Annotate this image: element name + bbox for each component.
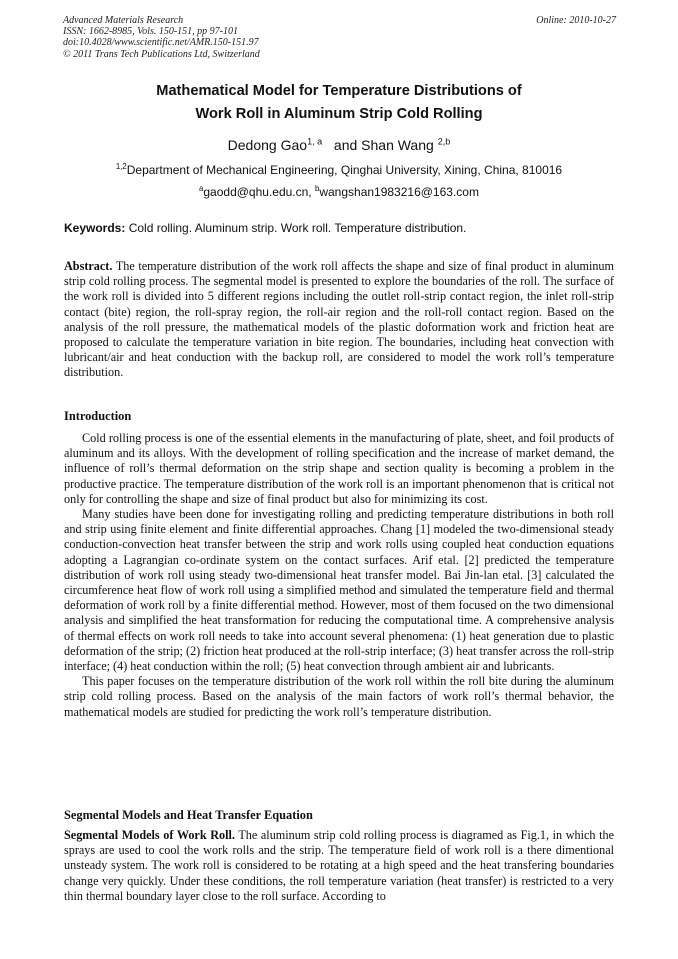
journal-name: Advanced Materials Research <box>63 15 184 26</box>
intro-paragraph-2: Many studies have been done for investigating rolling and predicting temperature distributions in both roll and strip using finite element and finite differential approaches. Chang [1] modeled the two-dimensional steady conduction-convection heat transfer between the strip and work rolls using coupled heat conduction equations adopting a Lagrangian co-ordinate system on the contact surfaces. Arif etal. [2] predicted the temperature distribution of work roll using steady two-dimensional heat transfer model. Bai Jin-lan etal. [3] calculated the circumference heat flow of work roll using a simplified method and simulated the temperature field and thermal deformation of work roll by a finite differential method. However, most of them focused on the two dimensional analysis and simplified the heat transformation for reducing the computational time. A comprehensive analysis of thermal effects on work roll needs to take into account several phenomena: (1) heat generation due to plastic deformation of the strip; (2) friction heat produced at the roll-strip interface; (3) heat transfer across the roll-strip interface; (4) heat conduction within the roll; (5) heat convection through ambient air and lubricants. <box>64 507 614 674</box>
abstract-text: The temperature distribution of the work roll affects the shape and size of final product in aluminum strip cold rolling process. The segmental model is presented to explore the boundaries of the roll. The surface of the work roll is divided into 5 different regions including the outlet roll-strip contact region, the inlet roll-strip contact (bite) region, the roll-spray region, the roll-air region and the roll-roll contact region. Based on the analysis of the roll pressure, the mathematical models of the plastic doformation work and friction heat are proposed to calculate the temperature variation in bite region. The boundaries, including heat convection with lubricant/air and heat conduction with the backup roll, are considered to model the work roll’s temperature distribution. <box>64 259 615 380</box>
paper-title <box>0 80 678 126</box>
segmental-body <box>64 828 614 904</box>
copyright-line: © 2011 Trans Tech Publications Ltd, Switzerland <box>63 48 260 60</box>
intro-paragraph-3: This paper focuses on the temperature distribution of the work roll within the roll bite during the aluminum strip cold rolling process. Based on the analysis of the main factors of work roll’s thermal behavior, the mathematical models are studied for predicting the work roll’s temperature distribution. <box>64 674 614 719</box>
affiliation <box>0 163 678 177</box>
author-1: Dedong Gao <box>227 137 308 153</box>
keywords <box>64 221 616 235</box>
email-b: wangshan1983216@163.com <box>319 185 479 199</box>
author-1-sup: 1, a <box>307 136 323 147</box>
title-line-1: Mathematical Model for Temperature Distributions of <box>156 83 522 99</box>
issn-line: ISSN: 1662-8985, Vols. 150-151, pp 97-101 <box>63 26 238 38</box>
email-a-sup: a <box>199 184 204 193</box>
doi-line: doi:10.4028/www.scientific.net/AMR.150-151.97 <box>63 37 259 49</box>
introduction-heading: Introduction <box>64 409 132 423</box>
intro-paragraph-1: Cold rolling process is one of the essential elements in the manufacturing of plate, sheet, and foil products of aluminum and its alloys. With the development of rolling specification and the increase of market demand, the influence of roll’s thermal deformation on the strip shape and section quality is becoming a problem in the productive practice. The temperature distribution of the work roll is an important phenomenon that is critical not only for controlling the shape and size of final product but also for minimizing its cost. <box>64 431 614 506</box>
email-line <box>0 185 678 199</box>
title-line-2: Work Roll in Aluminum Strip Cold Rolling <box>195 106 483 122</box>
segmental-text: The aluminum strip cold rolling process is diagramed as Fig.1, in which the sprays are used to cool the work rolls and the strip. The temperature field of work roll is a there dimentional unsteady system. The work roll is considered to be rotating at a high speed and the heat transfering boundaries change very quickly. Under these conditions, the roll temperature variation (heat transfer) is restricted to a very thin thermal boundary layer close to the roll surface. According to <box>64 828 615 903</box>
email-b-sup: b <box>314 184 320 193</box>
author-2: and Shan Wang <box>333 137 434 153</box>
introduction-body <box>64 431 614 720</box>
keywords-text: Cold rolling. Aluminum strip. Work roll. Temperature distribution. <box>128 221 467 235</box>
author-line <box>0 137 678 153</box>
affiliation-text: Department of Mechanical Engineering, Qinghai University, Xining, China, 810016 <box>126 163 563 177</box>
author-2-sup: 2,b <box>437 136 451 147</box>
journal-header <box>63 15 260 60</box>
segmental-paragraph <box>64 828 614 904</box>
keywords-label: Keywords: <box>64 221 126 235</box>
abstract-label: Abstract. <box>64 259 113 273</box>
segmental-label: Segmental Models of Work Roll. <box>64 828 235 842</box>
abstract-paragraph <box>64 259 614 381</box>
abstract <box>64 259 614 381</box>
segmental-heading: Segmental Models and Heat Transfer Equation <box>64 808 313 822</box>
affiliation-sup: 1,2 <box>115 162 127 171</box>
email-a: gaodd@qhu.edu.cn, <box>203 185 315 199</box>
online-date: Online: 2010-10-27 <box>536 15 616 26</box>
